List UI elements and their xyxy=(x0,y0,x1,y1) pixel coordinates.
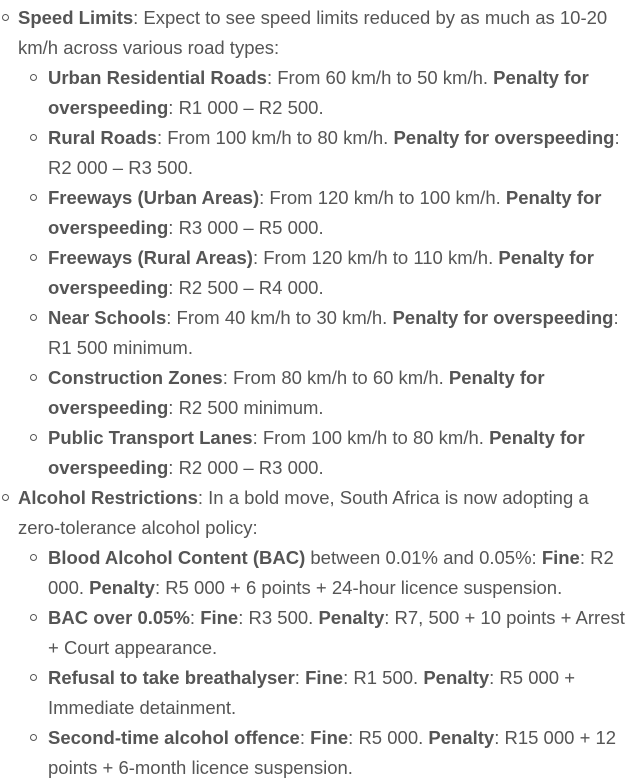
penalty-label: Penalty for overspeeding xyxy=(48,187,602,238)
item-label: BAC over 0.05% xyxy=(48,607,190,628)
list-item-alcohol-restrictions xyxy=(18,483,634,783)
item-label: Urban Residential Roads xyxy=(48,67,267,88)
item-label: Blood Alcohol Content (BAC) xyxy=(48,547,306,568)
fine-label: Fine xyxy=(310,727,349,748)
list-item: Blood Alcohol Content (BAC) between 0.01% and 0.05%: Fine: R2 000. Penalty: R5 000 + 6 points + 24-hour licence suspension. xyxy=(48,543,634,603)
item-label: Refusal to take breathalyser xyxy=(48,667,295,688)
penalty-label: Penalty xyxy=(318,607,385,628)
penalty-label: Penalty for overspeeding xyxy=(48,247,594,298)
section-title: Speed Limits xyxy=(18,7,134,28)
list-item: Near Schools: From 40 km/h to 30 km/h. Penalty for overspeeding: R1 500 minimum. xyxy=(48,303,634,363)
item-label: Rural Roads xyxy=(48,127,157,148)
list-item-speed-limits xyxy=(18,3,634,483)
list-item: BAC over 0.05%: Fine: R3 500. Penalty: R7, 500 + 10 points + Arrest + Court appearance. xyxy=(48,603,634,663)
penalty-label: Penalty for overspeeding xyxy=(392,307,614,328)
item-label: Freeways (Urban Areas) xyxy=(48,187,260,208)
penalty-label: Penalty for overspeeding xyxy=(48,67,589,118)
list-item: Second-time alcohol offence: Fine: R5 000. Penalty: R15 000 + 12 points + 6-month licence suspension. xyxy=(48,723,634,783)
item-label: Construction Zones xyxy=(48,367,223,388)
list-item: Freeways (Urban Areas): From 120 km/h to 100 km/h. Penalty for overspeeding: R3 000 – R5 000. xyxy=(48,183,634,243)
list-item: Refusal to take breathalyser: Fine: R1 500. Penalty: R5 000 + Immediate detainment. xyxy=(48,663,634,723)
section-intro: : Expect to see speed limits reduced by as much as 10-20 km/h across various road types: xyxy=(18,7,608,58)
item-label: Second-time alcohol offence xyxy=(48,727,300,748)
penalty-label: Penalty for overspeeding xyxy=(48,427,585,478)
fine-label: Fine xyxy=(541,547,580,568)
main-list xyxy=(0,3,634,783)
fine-label: Fine xyxy=(305,667,344,688)
penalty-label: Penalty for overspeeding xyxy=(393,127,615,148)
list-item: Urban Residential Roads: From 60 km/h to 50 km/h. Penalty for overspeeding: R1 000 – R2 500. xyxy=(48,63,634,123)
list-item: Construction Zones: From 80 km/h to 60 km/h. Penalty for overspeeding: R2 500 minimum. xyxy=(48,363,634,423)
penalty-label: Penalty xyxy=(423,667,490,688)
penalty-label: Penalty for overspeeding xyxy=(48,367,545,418)
item-label: Near Schools xyxy=(48,307,167,328)
speed-limits-list xyxy=(18,63,634,483)
penalty-label: Penalty xyxy=(428,727,495,748)
fine-label: Fine xyxy=(200,607,239,628)
list-item: Freeways (Rural Areas): From 120 km/h to 110 km/h. Penalty for overspeeding: R2 500 – R4 000. xyxy=(48,243,634,303)
item-label: Public Transport Lanes xyxy=(48,427,253,448)
section-title: Alcohol Restrictions xyxy=(18,487,198,508)
list-item: Public Transport Lanes: From 100 km/h to 80 km/h. Penalty for overspeeding: R2 000 – R3 000. xyxy=(48,423,634,483)
list-item: Rural Roads: From 100 km/h to 80 km/h. Penalty for overspeeding: R2 000 – R3 500. xyxy=(48,123,634,183)
item-label: Freeways (Rural Areas) xyxy=(48,247,253,268)
penalty-label: Penalty xyxy=(89,577,155,598)
section-intro: : In a bold move, South Africa is now adopting a zero-tolerance alcohol policy: xyxy=(18,487,589,538)
alcohol-restrictions-list xyxy=(18,543,634,783)
